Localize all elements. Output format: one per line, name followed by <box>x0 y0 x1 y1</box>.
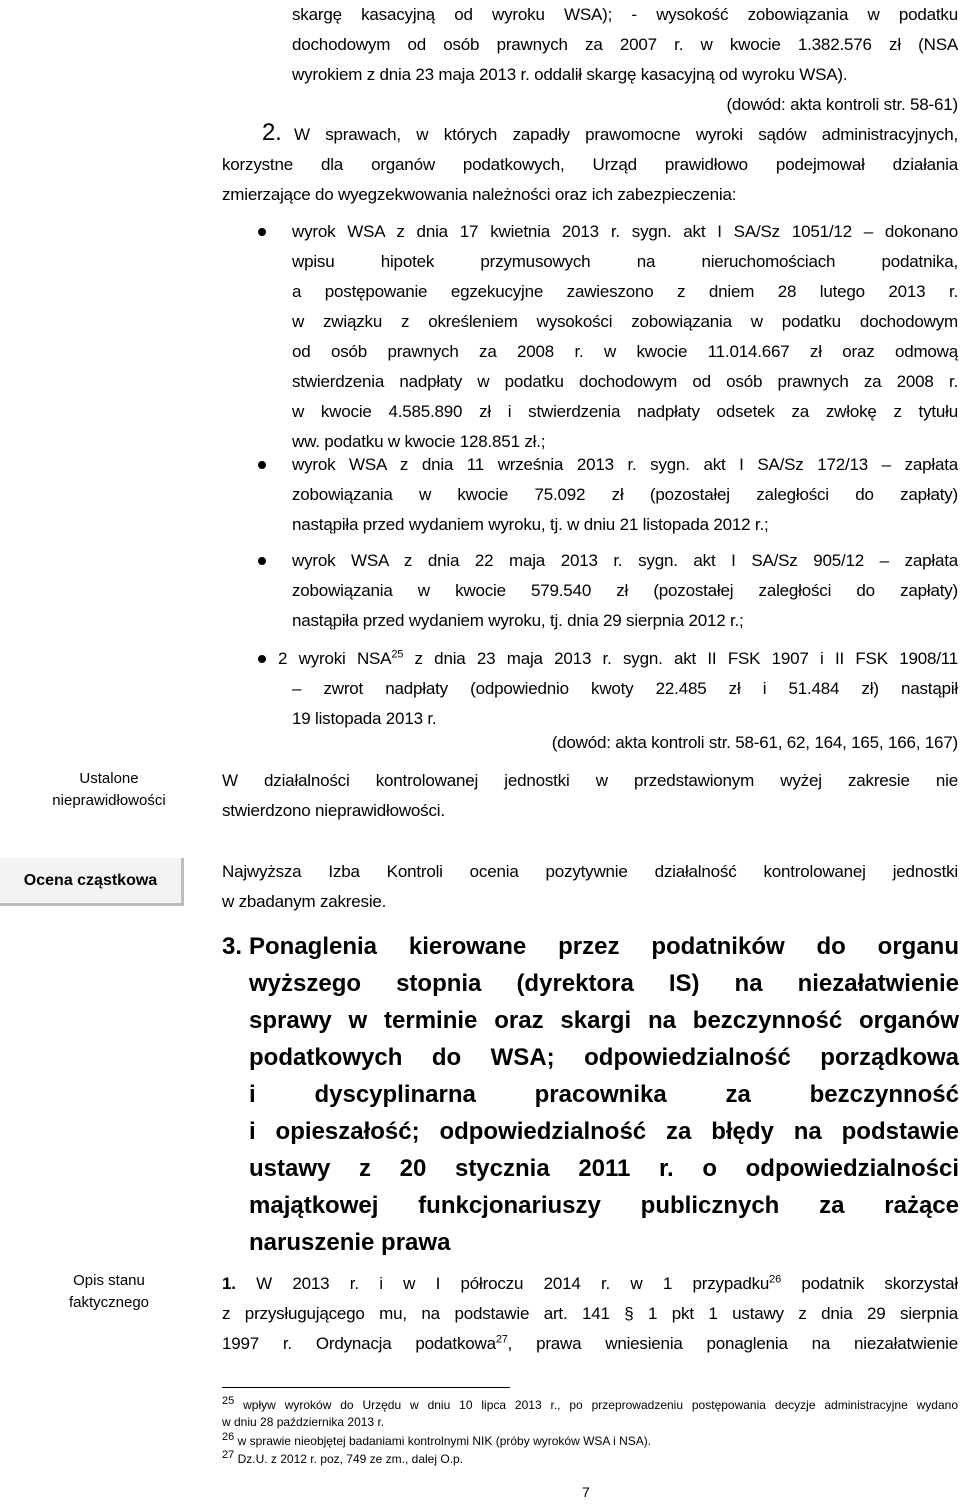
point-2-paragraph: W sprawach, w których zapadły prawomocne wyroki sądów administracyjnych, korzystne dla organów podatkowych, Urząd prawidłowo podejmował działania zmierzające do wyegzekwowania należności oraz ich zabezpieczenia: <box>222 125 958 204</box>
footnote: w dniu 28 października 2013 r. <box>222 1415 385 1429</box>
findings-paragraph: W działalności kontrolowanej jednostki w przedstawionym wyżej zakresie nie stwierdzono nieprawidłowości. <box>222 771 958 820</box>
point-2-number: 2. <box>262 119 282 146</box>
intro-paragraph: skargę kasacyjną od wyroku WSA); - wysokość zobowiązania w podatku dochodowym od osób prawnych za 2007 r. w kwocie 1.382.576 zł (NSA wyrokiem z dnia 23 maja 2013 r. oddalił skargę kasacyjną od wyroku WSA). <box>292 5 958 84</box>
bullet-icon <box>258 557 266 565</box>
list-item: wyrok WSA z dnia 17 kwietnia 2013 r. sygn. akt I SA/Sz 1051/12 – dokonano wpisu hipotek przymusowych na nieruchomościach podatnika, a postępowanie egzekucyjne zawieszono z dniem 28 lutego 2013 r. w związku z określeniem wysokości zobowiązania w podatku dochodowym od osób prawnych za 2008 r. w kwocie 11.014.667 zł oraz odmową stwierdzenia nadpłaty w podatku dochodowym od osób prawnych za 2008 r. w kwocie 4.585.890 zł i stwierdzenia nadpłaty odsetek za zwłokę z tytułu ww. podatku w kwocie 128.851 zł.; <box>292 222 958 451</box>
section-heading: Ponaglenia kierowane przez podatników do organu wyższego stopnia (dyrektora IS) na niezałatwienie sprawy w terminie oraz skargi na bezczynność organów podatkowych do WSA; odpowiedzialność porządkowa i dyscyplinarna pracownika za bezczynność i opieszałość; odpowiedzialność za błędy na podstawie ustawy z 20 stycznia 2011 r. o odpowiedzialności majątkowej funkcjonariuszy publicznych za rażące naruszenie prawa <box>249 933 959 1256</box>
section-number: 3. <box>222 933 243 960</box>
bullet-icon <box>258 228 266 236</box>
evidence-reference: (dowód: akta kontroli str. 58-61) <box>726 95 958 114</box>
facts-paragraph: 1. W 2013 r. i w I półroczu 2014 r. w 1 przypadku$^{26}$ podatnik skorzystał z przysługującego mu, na podstawie art. 141 § 1 pkt 1 ustawy z dnia 29 sierpnia 1997 r. Ordynacja podatkowa$^{27}$, prawa wniesienia ponaglenia na niezałatwienie <box>222 1273 959 1353</box>
page-number: 7 <box>582 1484 590 1500</box>
footnote: $^{25}$ wpływ wyroków do Urzędu w dniu 10 lipca 2013 r., po przeprowadzeniu postępowania decyzje administracyjne wydano <box>222 1395 958 1412</box>
footnote-separator <box>222 1387 510 1388</box>
footnote: $^{26}$ w sprawie nieobjętej badaniami kontrolnymi NIK (próby wyroków WSA i NSA). <box>222 1431 652 1448</box>
assessment-paragraph: Najwyższa Izba Kontroli ocenia pozytywnie działalność kontrolowanej jednostki w zbadanym zakresie. <box>222 862 958 911</box>
list-item: wyrok WSA z dnia 22 maja 2013 r. sygn. akt I SA/Sz 905/12 – zapłata zobowiązania w kwocie 579.540 zł (pozostałej zaległości do zapłaty) nastąpiła przed wydaniem wyroku, tj. dnia 29 sierpnia 2012 r.; <box>292 551 958 630</box>
margin-label-findings: Ustalone nieprawidłowości <box>52 770 166 809</box>
evidence-reference: (dowód: akta kontroli str. 58-61, 62, 164, 165, 166, 167) <box>551 733 958 752</box>
list-item: wyrok WSA z dnia 11 września 2013 r. sygn. akt I SA/Sz 172/13 – zapłata zobowiązania w kwocie 75.092 zł (pozostałej zaległości do zapłaty) nastąpiła przed wydaniem wyroku, tj. w dniu 21 listopada 2012 r.; <box>292 455 958 534</box>
list-item: 2 wyroki NSA$^{25}$ z dnia 23 maja 2013 r. sygn. akt II FSK 1907 i II FSK 1908/11 – zwrot nadpłaty (odpowiednio kwoty 22.485 zł i 51.484 zł) nastąpił 19 listopada 2013 r. <box>278 648 958 728</box>
bullet-icon <box>258 461 266 469</box>
footnote: $^{27}$ Dz.U. z 2012 r. poz, 749 ze zm., dalej O.p. <box>222 1449 464 1466</box>
bullet-icon <box>258 655 266 663</box>
margin-label-facts: Opis stanu faktycznego <box>68 1272 150 1311</box>
assessment-label-box: Ocena cząstkowa <box>0 858 184 906</box>
